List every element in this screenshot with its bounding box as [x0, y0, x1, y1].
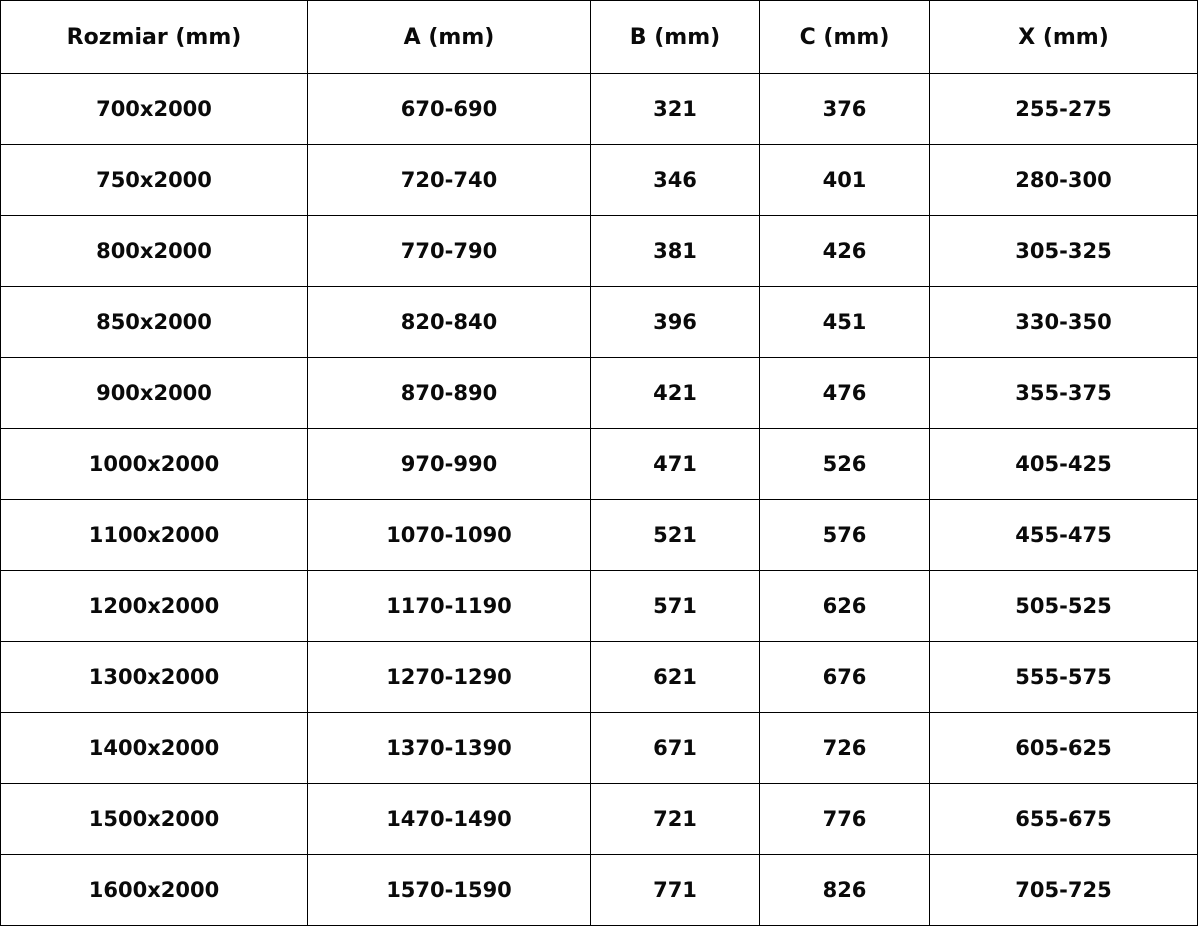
table-row	[1, 571, 1198, 642]
cell-rozmiar: 700x2000	[1, 74, 308, 145]
cell-x: 355-375	[930, 358, 1198, 429]
cell-c: 726	[760, 713, 930, 784]
table-row	[1, 855, 1198, 926]
cell-b: 771	[591, 855, 760, 926]
cell-x: 305-325	[930, 216, 1198, 287]
cell-b: 346	[591, 145, 760, 216]
column-header-x: X (mm)	[930, 1, 1198, 74]
cell-c: 426	[760, 216, 930, 287]
table-row	[1, 429, 1198, 500]
cell-a: 1570-1590	[308, 855, 591, 926]
table-row	[1, 74, 1198, 145]
cell-rozmiar: 1300x2000	[1, 642, 308, 713]
column-header-c: C (mm)	[760, 1, 930, 74]
cell-c: 576	[760, 500, 930, 571]
cell-rozmiar: 850x2000	[1, 287, 308, 358]
cell-x: 705-725	[930, 855, 1198, 926]
column-header-a: A (mm)	[308, 1, 591, 74]
cell-a: 720-740	[308, 145, 591, 216]
table-row	[1, 642, 1198, 713]
table-row	[1, 713, 1198, 784]
cell-a: 670-690	[308, 74, 591, 145]
cell-a: 870-890	[308, 358, 591, 429]
table-row	[1, 287, 1198, 358]
cell-c: 401	[760, 145, 930, 216]
cell-x: 555-575	[930, 642, 1198, 713]
table-row	[1, 358, 1198, 429]
cell-c: 476	[760, 358, 930, 429]
cell-rozmiar: 1100x2000	[1, 500, 308, 571]
cell-c: 451	[760, 287, 930, 358]
cell-b: 721	[591, 784, 760, 855]
cell-x: 330-350	[930, 287, 1198, 358]
cell-b: 471	[591, 429, 760, 500]
cell-x: 655-675	[930, 784, 1198, 855]
table-header-row	[1, 1, 1198, 74]
cell-c: 376	[760, 74, 930, 145]
cell-x: 455-475	[930, 500, 1198, 571]
cell-rozmiar: 1000x2000	[1, 429, 308, 500]
cell-b: 321	[591, 74, 760, 145]
cell-c: 826	[760, 855, 930, 926]
cell-b: 381	[591, 216, 760, 287]
cell-x: 280-300	[930, 145, 1198, 216]
cell-a: 1070-1090	[308, 500, 591, 571]
cell-rozmiar: 1500x2000	[1, 784, 308, 855]
cell-a: 1170-1190	[308, 571, 591, 642]
cell-c: 676	[760, 642, 930, 713]
cell-b: 671	[591, 713, 760, 784]
column-header-b: B (mm)	[591, 1, 760, 74]
cell-c: 526	[760, 429, 930, 500]
cell-rozmiar: 750x2000	[1, 145, 308, 216]
cell-rozmiar: 1200x2000	[1, 571, 308, 642]
cell-x: 255-275	[930, 74, 1198, 145]
cell-a: 1370-1390	[308, 713, 591, 784]
table-row	[1, 784, 1198, 855]
cell-x: 405-425	[930, 429, 1198, 500]
column-header-rozmiar: Rozmiar (mm)	[1, 1, 308, 74]
cell-x: 605-625	[930, 713, 1198, 784]
cell-x: 505-525	[930, 571, 1198, 642]
cell-rozmiar: 1400x2000	[1, 713, 308, 784]
cell-b: 571	[591, 571, 760, 642]
table-row	[1, 216, 1198, 287]
cell-rozmiar: 900x2000	[1, 358, 308, 429]
cell-b: 421	[591, 358, 760, 429]
cell-b: 621	[591, 642, 760, 713]
cell-c: 626	[760, 571, 930, 642]
cell-rozmiar: 800x2000	[1, 216, 308, 287]
cell-a: 1270-1290	[308, 642, 591, 713]
cell-b: 396	[591, 287, 760, 358]
cell-a: 970-990	[308, 429, 591, 500]
table-row	[1, 500, 1198, 571]
cell-c: 776	[760, 784, 930, 855]
cell-a: 770-790	[308, 216, 591, 287]
table-row	[1, 145, 1198, 216]
cell-b: 521	[591, 500, 760, 571]
cell-rozmiar: 1600x2000	[1, 855, 308, 926]
cell-a: 820-840	[308, 287, 591, 358]
cell-a: 1470-1490	[308, 784, 591, 855]
